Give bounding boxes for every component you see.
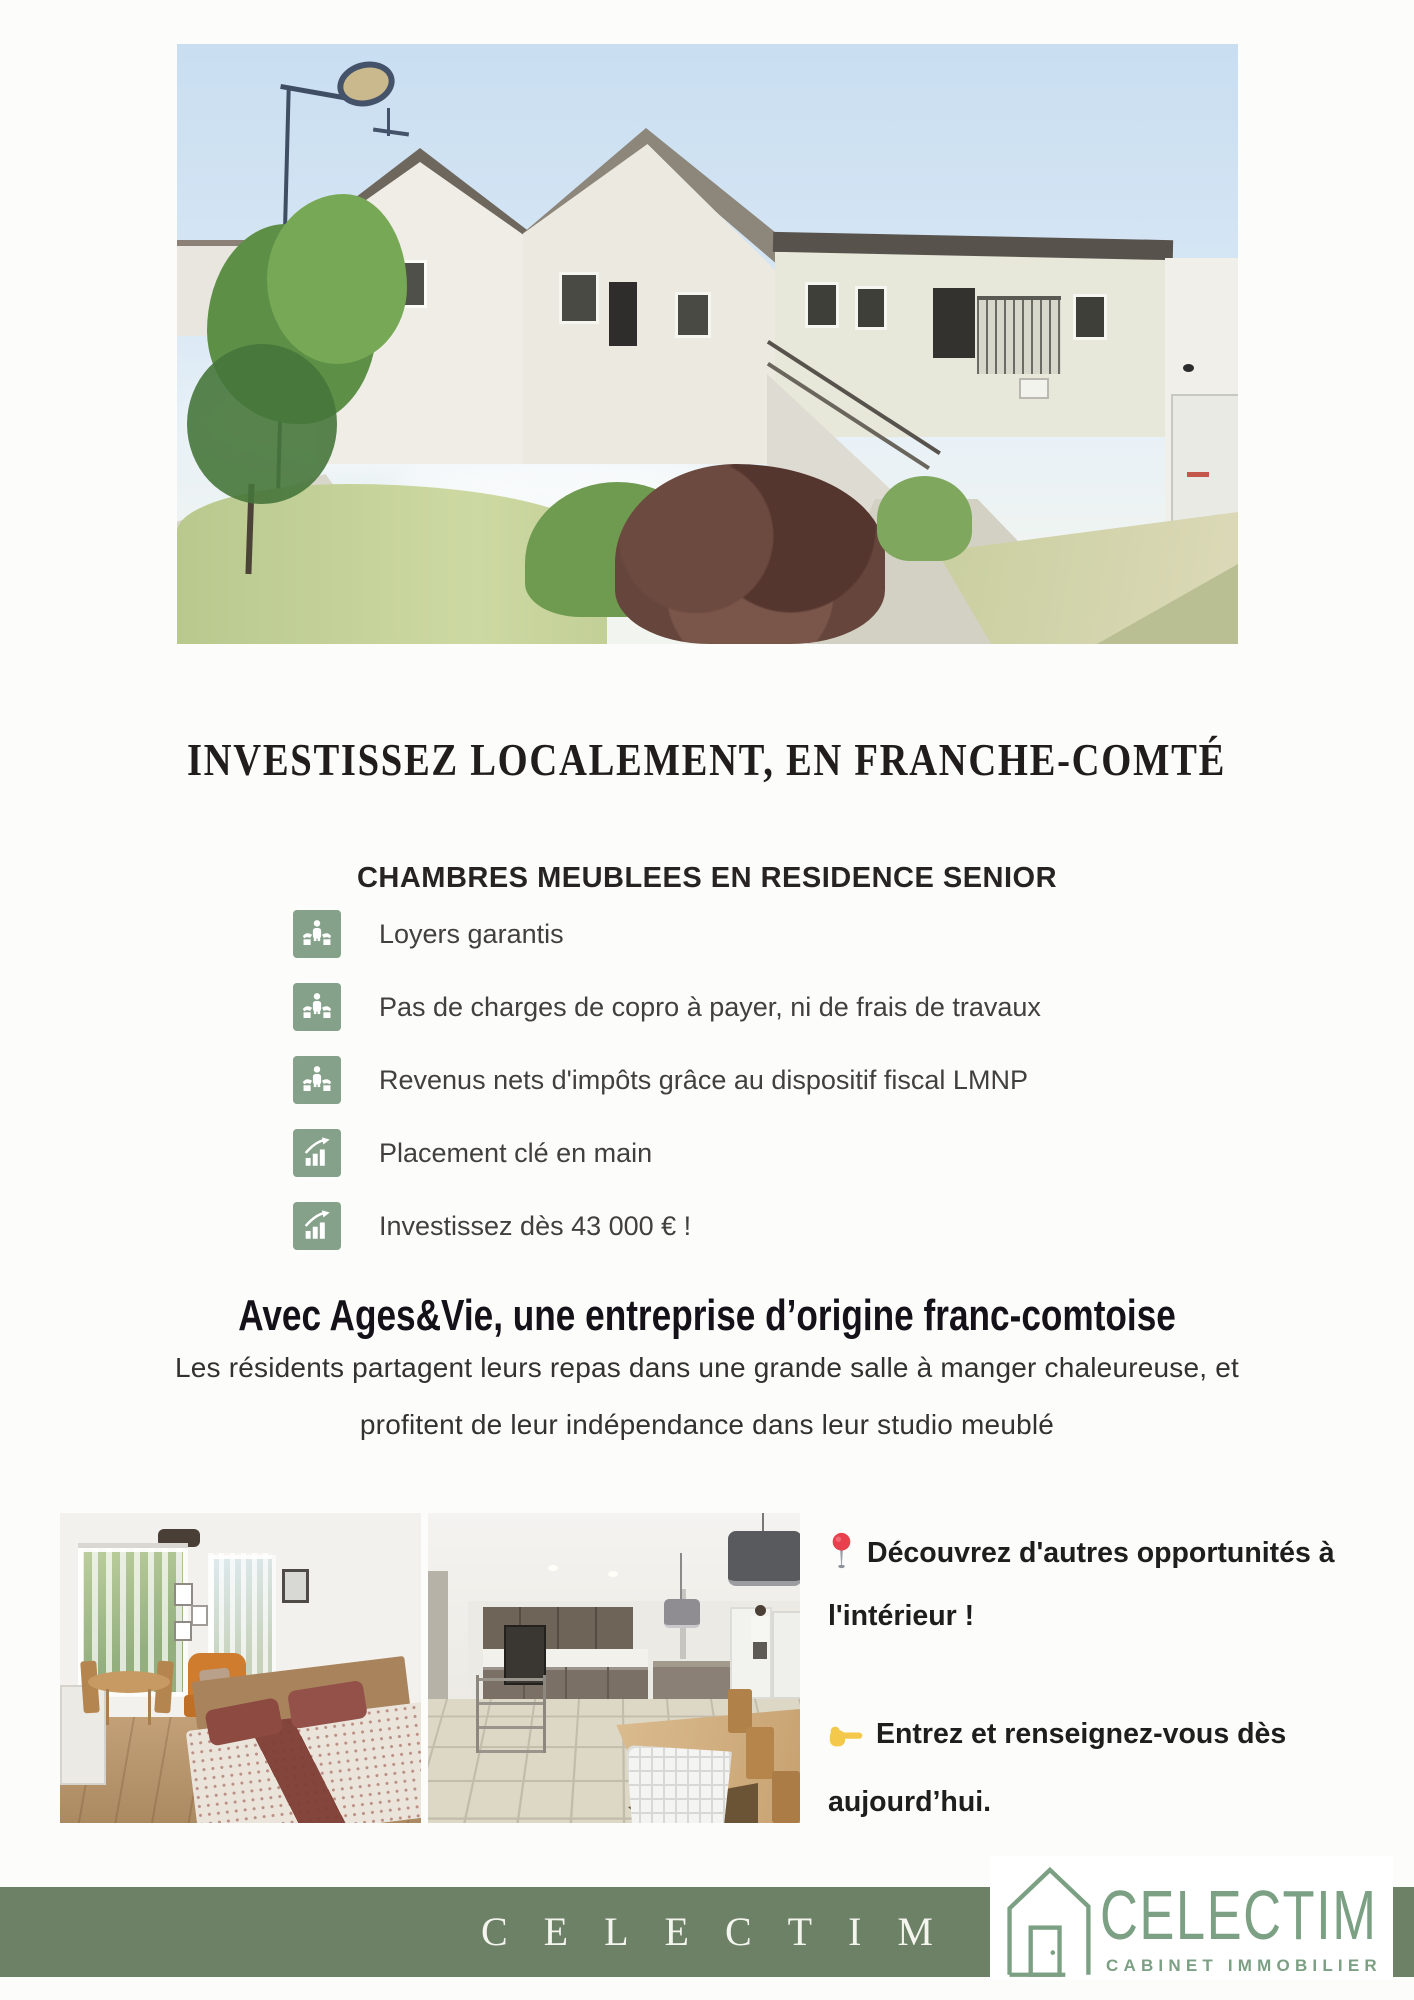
streetlamp-crossbar bbox=[373, 128, 409, 137]
about-heading: Avec Ages&Vie, une entreprise d’origine franc-comtoise bbox=[238, 1291, 1176, 1340]
logo-plate bbox=[990, 1856, 1393, 1980]
ac-unit bbox=[1019, 378, 1049, 399]
page-title: INVESTISSEZ LOCALEMENT, EN FRANCHE-COMTÉ bbox=[187, 733, 1227, 785]
door-label bbox=[1187, 472, 1209, 477]
round-table bbox=[88, 1671, 170, 1693]
person bbox=[750, 1605, 770, 1659]
about-body-line2: profitent de leur indépendance dans leur studio meublé bbox=[359, 1409, 1055, 1440]
page-subtitle: CHAMBRES MEUBLEES EN RESIDENCE SENIOR bbox=[356, 862, 1058, 895]
pendant-lamp-small bbox=[680, 1553, 682, 1601]
logo-tagline: CABINET IMMOBILIER bbox=[1106, 1956, 1382, 1975]
laundry-basket bbox=[626, 1745, 732, 1823]
window bbox=[675, 292, 711, 338]
recessed-doorway bbox=[933, 288, 975, 358]
growth-chart-icon bbox=[293, 1202, 341, 1250]
door bbox=[772, 1611, 800, 1699]
picture-frame bbox=[174, 1621, 192, 1641]
about-body-line1: Les résidents partagent leurs repas dans une grande salle à manger chaleureuse, et bbox=[175, 1352, 1239, 1383]
shared-kitchen-dining-photo bbox=[428, 1513, 800, 1823]
residence-exterior-photo bbox=[177, 44, 1238, 644]
dining-chair bbox=[772, 1771, 800, 1823]
cta-text: Découvrez d'autres opportunités à bbox=[867, 1537, 1335, 1569]
picture-frame bbox=[174, 1583, 193, 1606]
streetlamp-bracket bbox=[387, 108, 390, 136]
cta-paragraph-1-line2: l'intérieur ! bbox=[828, 1600, 975, 1632]
care-hands-icon bbox=[293, 1056, 341, 1104]
streetlamp-head bbox=[333, 56, 400, 113]
care-hands-icon bbox=[293, 910, 341, 958]
window bbox=[1073, 294, 1107, 340]
window bbox=[805, 282, 839, 328]
cta-paragraph-2-line2: aujourd’hui. bbox=[828, 1786, 992, 1818]
utility-door bbox=[1171, 394, 1238, 532]
cta-paragraph-1 bbox=[828, 1532, 1408, 1570]
serving-trolley bbox=[476, 1675, 546, 1753]
dining-chair bbox=[746, 1727, 774, 1779]
tree bbox=[187, 194, 437, 574]
growth-chart-icon bbox=[293, 1129, 341, 1177]
picture-frame bbox=[191, 1605, 208, 1626]
entrance-door bbox=[609, 282, 637, 346]
care-hands-icon bbox=[293, 983, 341, 1031]
studio-bedroom-photo bbox=[60, 1513, 421, 1823]
benefit-label: Investissez dès 43 000 € ! bbox=[379, 1211, 692, 1241]
benefit-label: Revenus nets d'impôts grâce au dispositif fiscal LMNP bbox=[379, 1065, 1028, 1095]
house-logo-icon bbox=[998, 1858, 1098, 1978]
pointing-right-icon bbox=[828, 1723, 864, 1750]
benefit-label: Loyers garantis bbox=[379, 919, 564, 949]
window bbox=[559, 272, 599, 324]
bed bbox=[178, 1640, 421, 1823]
cta-paragraph-2 bbox=[828, 1718, 1408, 1751]
pendant-lamp-small bbox=[664, 1599, 700, 1628]
logo-brand-text: CELECTIM bbox=[1100, 1876, 1378, 1954]
benefit-label: Placement clé en main bbox=[379, 1138, 653, 1168]
window bbox=[855, 286, 887, 330]
footer-brand-text: CELECTIM bbox=[481, 1909, 969, 1954]
wall-vent bbox=[1183, 364, 1194, 372]
balcony bbox=[977, 296, 1061, 374]
picture-frame bbox=[282, 1569, 309, 1603]
cta-text: Entrez et renseignez-vous dès bbox=[876, 1718, 1287, 1750]
round-pushpin-icon bbox=[828, 1532, 855, 1569]
ceiling-spotlight bbox=[548, 1565, 558, 1571]
bush bbox=[877, 476, 972, 561]
benefit-label: Pas de charges de copro à payer, ni de frais de travaux bbox=[379, 992, 1041, 1022]
pendant-lamp-large bbox=[728, 1531, 800, 1586]
